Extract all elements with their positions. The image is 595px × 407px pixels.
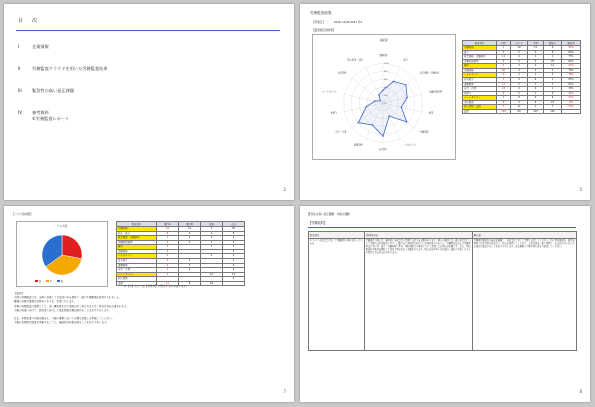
table-cell: 0	[201, 236, 223, 241]
column-header: ヒヤリ	[511, 41, 528, 46]
table-cell: パートタイマー	[463, 96, 497, 101]
risk-tag: 【リスク度内訳】	[12, 213, 33, 216]
radar-point	[382, 136, 383, 137]
table-cell: 83%	[562, 78, 581, 83]
table-cell: 就業規則・労働条件	[463, 55, 497, 60]
table-cell: 個人情報・記録	[463, 105, 497, 110]
table-cell: 退職関係	[117, 263, 157, 268]
toc-item[interactable]	[18, 110, 278, 122]
table-cell: 1	[544, 68, 562, 73]
table-cell: 4	[528, 87, 544, 92]
table-cell: 1	[528, 105, 544, 110]
section-title: 緊急性の高い是正課題・今後の課題	[308, 213, 350, 216]
table-cell: 12	[528, 46, 544, 51]
table-cell: 育児・介護	[463, 87, 497, 92]
radar-axis-label: 労働保険	[419, 130, 429, 134]
table-cell: 1	[528, 82, 544, 87]
radar-axis-label: 育児・介護	[335, 130, 347, 134]
table-cell: 6	[528, 78, 544, 83]
table-cell: 9%	[562, 100, 581, 105]
table-cell: 労使関係	[463, 100, 497, 105]
header-detail: 具体的内容	[365, 232, 473, 239]
radar-tick-label: 60%	[384, 79, 388, 81]
table-cell: 1	[544, 55, 562, 60]
column-header: 改善	[201, 222, 223, 227]
toc-item[interactable]	[18, 66, 278, 83]
table-cell: 4	[179, 268, 201, 273]
toc-list	[18, 44, 278, 122]
category-tag: 【労働契約】	[308, 221, 328, 225]
page-table-of-contents	[4, 4, 294, 200]
table-cell: 2	[223, 277, 245, 282]
table-cell: 2	[511, 82, 528, 87]
table-cell: 32%	[562, 46, 581, 51]
toc-item-number: I	[18, 44, 20, 49]
table-cell: 27	[544, 100, 562, 105]
table-cell: 7	[544, 82, 562, 87]
table-cell: 0	[511, 78, 528, 83]
toc-item-text: 参考資料	[32, 110, 49, 115]
table-cell: 1	[223, 245, 245, 250]
table-cell: 1	[497, 78, 511, 83]
radar-axis-label: 雇用	[428, 111, 434, 115]
radar-point	[372, 124, 373, 125]
table-cell: 2	[511, 100, 528, 105]
table-cell: 労働時間管理	[463, 59, 497, 64]
chart-caption: 【監査項目別結果】	[312, 29, 336, 32]
legend-item-mid: 中	[46, 279, 52, 283]
table-cell: 12	[223, 272, 245, 277]
table-cell: 3	[201, 227, 223, 232]
radar-point	[405, 84, 406, 85]
table-cell: 1	[497, 46, 511, 51]
audit-date-value: 2025/ 11/06 2021 年3	[333, 21, 363, 24]
radar-point	[366, 106, 367, 107]
table-cell: 2	[497, 64, 511, 69]
comment-line: 今後も定期的な監査を実施することで、継続的な改善を図ることをおすすめします。	[14, 321, 109, 325]
table-header-row	[309, 232, 577, 239]
radar-point	[406, 97, 407, 98]
table-cell: 2	[157, 240, 179, 245]
risk-note: ※ 【×】もしくは【対象外】に該当するものはいない。	[124, 285, 189, 288]
table-cell: 4	[157, 254, 179, 259]
table-cell: 3	[201, 254, 223, 259]
table-cell: 3	[179, 263, 201, 268]
table-cell: 20	[544, 59, 562, 64]
toc-heading: 目 次	[18, 18, 40, 24]
column-header: 適応率	[562, 41, 581, 46]
table-cell: 3	[528, 59, 544, 64]
audit-results-table	[462, 40, 581, 114]
table-cell: 11	[157, 281, 179, 286]
table-cell: 8	[179, 281, 201, 286]
table-cell: 2	[511, 87, 528, 92]
comment-line: 今後の改善に向けて、担当者と協力して是正措置を順次進めることをおすすめします。	[14, 308, 112, 312]
radar-axis-label: 休憩等	[330, 111, 338, 115]
table-cell: 10	[201, 272, 223, 277]
table-cell: 1	[179, 236, 201, 241]
table-cell: 7	[544, 105, 562, 110]
radar-axis-label: 労働時間管理	[428, 90, 442, 94]
section-title: 労務監査結果	[310, 11, 332, 15]
pie-chart-frame	[16, 221, 108, 287]
table-cell: 4	[497, 96, 511, 101]
table-cell: 退職関係	[463, 82, 497, 87]
table-cell: 2	[223, 263, 245, 268]
table-cell: 4	[511, 68, 528, 73]
table-cell: 個人情報	[117, 277, 157, 282]
table-cell: 43%	[562, 91, 581, 96]
column-header: 要注A	[157, 222, 179, 227]
table-cell: 6	[497, 59, 511, 64]
table-cell: 休憩等	[463, 91, 497, 96]
table-cell: パートタイマー	[117, 272, 157, 277]
comment-line: 今回の労務監査では、全体に重視して合法性のある項目で一部の不備事項が見受けられました。	[14, 296, 122, 300]
table-cell: 3	[511, 64, 528, 69]
table-cell: 1	[201, 245, 223, 250]
issues-table	[308, 231, 577, 351]
table-cell: 安全衛生	[463, 78, 497, 83]
page-risk-breakdown	[4, 206, 294, 402]
column-header: 合計	[223, 222, 245, 227]
table-cell: 雇用	[117, 245, 157, 250]
table-cell: 3	[157, 245, 179, 250]
table-cell: 4	[511, 55, 528, 60]
table-cell: 3	[179, 240, 201, 245]
table-cell: 3	[223, 259, 245, 264]
table-cell: 62%	[562, 59, 581, 64]
table-cell: 0	[528, 64, 544, 69]
radar-point	[378, 94, 379, 95]
cell-detail: 労働条件の明示は、雇用時に全従業員へ書面で交付する必要があります。現在の運用では一部の従業員について書面の交付が確認できず、口頭のみで説明が行われている例が見られました。労働契約法および労働基準法に基づき、賃金・労働時間・休日・契約期間等の事項について書面による明示が必要です。また、契約更新時や条件変更時にも改めて明示を行う必要があります。明示内容が不十分な場合、後日の労使トラブルの原因となるおそれがあります。	[365, 238, 473, 350]
table-cell: 3	[223, 268, 245, 273]
table-cell: 1	[528, 73, 544, 78]
table-cell: 9	[528, 96, 544, 101]
radar-point	[406, 121, 407, 122]
radar-title: 適応度	[380, 39, 388, 42]
comment-line: なお、本報告書の内容を踏まえ、今後の運用において必要な見直しを実施してください。	[14, 317, 115, 321]
toc-item[interactable]	[18, 44, 278, 61]
table-cell: 47%	[562, 64, 581, 69]
header-item: 監査項目	[309, 232, 365, 239]
table-cell: 1	[157, 236, 179, 241]
table-cell: 8	[511, 96, 528, 101]
radar-point	[393, 81, 394, 82]
table-cell: 労働保険	[117, 249, 157, 254]
pie-chart	[17, 222, 107, 286]
radar-point	[374, 100, 375, 101]
table-cell: 6	[528, 100, 544, 105]
table-cell: 30	[223, 227, 245, 232]
table-cell: 21%	[562, 96, 581, 101]
table-cell: 36%	[562, 73, 581, 78]
table-cell: 6	[511, 50, 528, 55]
cell-item: ① すべての従業員に対して労働条件の明示を行っているか	[309, 238, 365, 350]
table-cell: 就業規則・労働条件	[117, 236, 157, 241]
table-cell: 2	[201, 231, 223, 236]
radar-chart	[313, 35, 455, 159]
audit-date-label: 【実施日】	[312, 21, 325, 24]
table-cell: 8	[223, 231, 245, 236]
toc-item-number: IV	[18, 110, 23, 115]
table-cell: 110	[528, 109, 544, 114]
table-cell: 23%	[562, 105, 581, 110]
table-cell: 1	[528, 55, 544, 60]
page-number: 7	[283, 389, 286, 394]
table-cell: 79%	[562, 87, 581, 92]
audit-date	[312, 20, 362, 24]
column-header: 要注B	[179, 222, 201, 227]
toc-item[interactable]	[18, 88, 278, 105]
table-cell: 4	[528, 50, 544, 55]
table-cell: 6	[544, 96, 562, 101]
table-cell: 12	[511, 105, 528, 110]
table-cell: 2	[157, 263, 179, 268]
table-cell: 109	[497, 109, 511, 114]
toc-item-subtext: ①労務監査レポート	[32, 116, 70, 121]
toc-item-text: 労務監査クラウドを用いた労務監査結果	[32, 66, 108, 71]
radar-axis-label: 安全衛生	[378, 148, 388, 151]
comment-title: 【総評】	[14, 292, 25, 295]
table-cell: 育児・介護	[117, 268, 157, 273]
table-cell: 61%	[562, 82, 581, 87]
pie-legend	[35, 279, 63, 283]
table-cell: 16	[157, 227, 179, 232]
table-cell: 2	[528, 68, 544, 73]
table-cell: 20	[497, 68, 511, 73]
radar-axis-label: 個人情報・記録	[347, 58, 363, 62]
table-cell: 11	[497, 82, 511, 87]
comment-line: 労務の各種監査の結果として、高い優先度を示す項目が多く見られるため、早急な対応が望まれます。	[14, 304, 129, 308]
overall-comment	[14, 292, 284, 325]
radar-point	[401, 106, 402, 107]
table-cell: 労働時間	[117, 227, 157, 232]
cell-solution: 労働条件通知書の様式を整備し、全従業員に対して書面で交付してください。特に契約更新時・条件変更時には必ず再交付を行い、控えを保管してください。交付状況を一覧で管理し、未交付者がいないか定期的に確認することをおすすめします。就業規則との整合性も併せて確認してください。	[473, 238, 577, 350]
table-cell: 2	[511, 91, 528, 96]
pie-title: リスク度	[56, 225, 68, 228]
table-cell: 安全衛生	[117, 259, 157, 264]
radar-axis-label: 労使関係	[337, 71, 347, 75]
column-header: 中程	[528, 41, 544, 46]
radar-axis-label: 就業規則・労働条件	[419, 71, 440, 75]
table-cell: 3	[511, 73, 528, 78]
table-row	[309, 238, 577, 350]
table-cell: 3	[223, 240, 245, 245]
table-cell: 73%	[562, 55, 581, 60]
table-cell: 6	[157, 231, 179, 236]
radar-tick-label: 100%	[384, 63, 390, 65]
page-number: 2	[283, 187, 286, 192]
table-cell: ハラスメント	[117, 254, 157, 259]
table-cell: 1	[179, 231, 201, 236]
table-cell: 3	[223, 249, 245, 254]
table-cell: 4	[223, 254, 245, 259]
table-cell: 合計	[117, 281, 157, 286]
table-cell: 個人・賃金	[117, 231, 157, 236]
pie-slice-high	[62, 235, 82, 259]
toc-item-text: 企業情報	[32, 44, 49, 49]
table-cell: 2	[179, 259, 201, 264]
table-cell: 12	[179, 227, 201, 232]
column-header: 対応	[497, 41, 511, 46]
table-cell: 1	[544, 78, 562, 83]
page-urgent-issues	[300, 206, 590, 402]
page-number: 5	[579, 187, 582, 192]
column-header: 監査項目	[117, 222, 157, 227]
header-solution: 解決策	[473, 232, 577, 239]
table-cell: 3	[157, 249, 179, 254]
radar-axis-label: 賃金	[403, 58, 408, 62]
table-cell: 2	[223, 236, 245, 241]
radar-tick-label: 80%	[384, 71, 388, 73]
radar-chart-frame	[312, 34, 456, 160]
table-cell	[223, 281, 245, 286]
table-cell: 4	[544, 91, 562, 96]
table-cell	[562, 109, 581, 114]
toc-item-number: III	[18, 88, 22, 93]
table-cell: 1	[528, 91, 544, 96]
table-row	[463, 109, 581, 114]
heading-rule	[308, 227, 576, 228]
table-cell: 3	[544, 73, 562, 78]
table-cell: 0	[497, 50, 511, 55]
table-cell: 合計	[463, 109, 497, 114]
radar-point	[358, 122, 359, 123]
heading-rule	[16, 30, 280, 31]
comment-line: 整備の必要な事項が多数ありますが、本書に示します。	[14, 300, 77, 304]
table-cell: 0	[511, 59, 528, 64]
column-header: 指摘有	[544, 41, 562, 46]
column-header: 監査項目	[463, 41, 497, 46]
radar-point	[382, 90, 383, 91]
table-cell: 6	[544, 50, 562, 55]
table-cell: 60%	[562, 50, 581, 55]
radar-axis-label: 労働時間	[378, 54, 388, 57]
table-cell: 12	[544, 64, 562, 69]
table-cell: 23	[497, 87, 511, 92]
toc-item-number: II	[18, 66, 21, 71]
table-cell: 6	[544, 46, 562, 51]
radar-point	[379, 100, 380, 101]
page-audit-results	[300, 4, 590, 200]
table-cell: 労働時間管理	[117, 240, 157, 245]
table-cell: 19	[511, 46, 528, 51]
radar-axis-label: ハラスメント	[403, 143, 417, 147]
table-cell: 0	[497, 105, 511, 110]
table-cell: 労働時間	[463, 46, 497, 51]
table-cell: 労働保険	[463, 68, 497, 73]
table-cell: 18	[201, 281, 223, 286]
table-cell: 14	[497, 55, 511, 60]
table-cell: 1	[544, 87, 562, 92]
table-cell: 0	[157, 259, 179, 264]
table-cell: 1	[201, 240, 223, 245]
table-cell: 雇用	[463, 64, 497, 69]
table-cell: 2	[157, 272, 179, 277]
table-cell: 76%	[562, 68, 581, 73]
radar-axis-label: 退職関係	[353, 143, 363, 147]
table-cell: 105	[544, 109, 562, 114]
radar-point	[389, 115, 390, 116]
table-cell: 4	[497, 73, 511, 78]
radar-axis-label: パートタイマー	[321, 90, 338, 94]
table-cell: 4	[497, 91, 511, 96]
table-cell: 60	[511, 109, 528, 114]
table-cell: 1	[157, 268, 179, 273]
table-cell: ハラスメント	[463, 73, 497, 78]
toc-item-text: 緊急性の高い是正課題	[32, 88, 74, 93]
risk-table	[116, 221, 245, 286]
table-cell: 6	[497, 100, 511, 105]
legend-item-high: 高	[35, 279, 41, 283]
page-number: 8	[579, 389, 582, 394]
table-cell: 賃金	[463, 50, 497, 55]
legend-item-low: 低	[57, 279, 63, 283]
